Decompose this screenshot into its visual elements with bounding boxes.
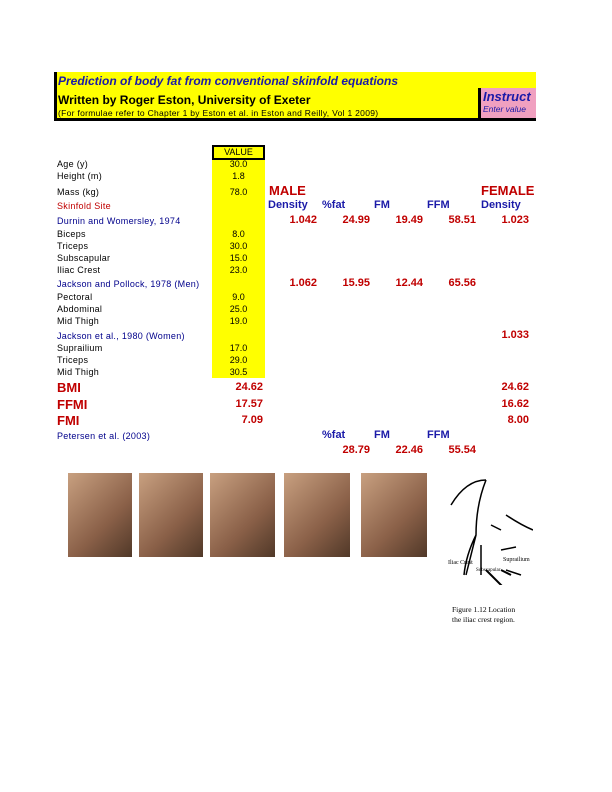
ffmi-male: 17.57	[235, 398, 263, 410]
site-input[interactable]: 30.0	[229, 241, 248, 251]
col-female-density: Density	[481, 199, 521, 211]
site-label: Mid Thigh	[57, 316, 100, 326]
instructions-text: Enter value	[483, 104, 526, 114]
jw-label: Jackson et al., 1980 (Women)	[57, 331, 185, 341]
skinfold-photo-pectoral	[361, 473, 427, 557]
durnin-female-density: 1.023	[501, 214, 529, 226]
site-label: Triceps	[57, 355, 89, 365]
col-ffm: FFM	[427, 199, 450, 211]
jp-fm: 12.44	[395, 277, 423, 289]
jw-female-density: 1.033	[501, 329, 529, 341]
diagram-label: Iliac Crest	[448, 560, 473, 566]
diagram-label: Suprailium	[503, 557, 530, 563]
jp-label: Jackson and Pollock, 1978 (Men)	[57, 279, 200, 289]
jp-density: 1.062	[289, 277, 317, 289]
site-input[interactable]: 25.0	[229, 304, 248, 314]
petersen-fm: 22.46	[395, 444, 423, 456]
ffmi-label: FFMI	[57, 397, 88, 412]
instructions-title: Instruct	[483, 89, 531, 104]
skinfold-photo-iliac-crest	[284, 473, 350, 557]
durnin-fm: 19.49	[395, 214, 423, 226]
age-label: Age (y)	[57, 159, 89, 169]
figure-caption: Figure 1.12 Location	[452, 605, 516, 614]
col-pfat: %fat	[322, 199, 346, 211]
bmi-label: BMI	[57, 380, 81, 395]
site-label: Subscapular	[57, 253, 111, 263]
durnin-pfat: 24.99	[342, 214, 370, 226]
ffmi-female: 16.62	[501, 398, 529, 410]
durnin-density: 1.042	[289, 214, 317, 226]
fmi-female: 8.00	[507, 414, 529, 426]
bmi-female: 24.62	[501, 381, 529, 393]
durnin-ffm: 58.51	[448, 214, 476, 226]
jp-pfat: 15.95	[342, 277, 370, 289]
jp-ffm: 65.56	[448, 277, 476, 289]
page-title: Prediction of body fat from conventional skinfold equations	[58, 74, 399, 88]
instructions-box[interactable]	[478, 88, 536, 118]
female-heading: FEMALE	[481, 183, 535, 198]
petersen-pfat-label: %fat	[322, 429, 346, 441]
figure-caption: the iliac crest region.	[452, 615, 515, 624]
petersen-label: Petersen et al. (2003)	[57, 431, 151, 441]
site-input[interactable]: 17.0	[229, 343, 248, 353]
skinfold-photo-triceps	[139, 473, 203, 557]
col-density: Density	[268, 199, 308, 211]
skinfold-photo-biceps	[68, 473, 132, 557]
reference-line: (For formulae refer to Chapter 1 by Eston et al. in Eston and Reilly, Vol 1 2009)	[58, 108, 379, 118]
mass-label: Mass (kg)	[57, 187, 100, 197]
site-input[interactable]: 30.5	[229, 367, 248, 377]
fmi-label: FMI	[57, 413, 80, 428]
author-line: Written by Roger Eston, University of Exeter	[58, 93, 311, 107]
site-label: Biceps	[57, 229, 86, 239]
site-input[interactable]: 19.0	[229, 316, 248, 326]
diagram-label: Subscapular	[476, 568, 501, 573]
skinfold-photo-subscapular	[210, 473, 275, 557]
male-heading: MALE	[269, 183, 306, 198]
site-input[interactable]: 29.0	[229, 355, 248, 365]
petersen-ffm: 55.54	[448, 444, 476, 456]
value-header: VALUE	[212, 145, 265, 160]
height-label: Height (m)	[57, 171, 103, 181]
height-input[interactable]: 1.8	[232, 171, 245, 181]
iliac-crest-diagram	[446, 475, 533, 625]
site-input[interactable]: 9.0	[232, 292, 245, 302]
mass-input[interactable]: 78.0	[229, 187, 248, 197]
bmi-male: 24.62	[235, 381, 263, 393]
petersen-pfat: 28.79	[342, 444, 370, 456]
petersen-ffm-label: FFM	[427, 429, 450, 441]
site-label: Pectoral	[57, 292, 93, 302]
site-label: Mid Thigh	[57, 367, 100, 377]
site-input[interactable]: 8.0	[232, 229, 245, 239]
site-label: Abdominal	[57, 304, 103, 314]
site-input[interactable]: 23.0	[229, 265, 248, 275]
fmi-male: 7.09	[241, 414, 263, 426]
site-label: Suprailium	[57, 343, 103, 353]
petersen-fm-label: FM	[374, 429, 390, 441]
skinfold-site-label: Skinfold Site	[57, 201, 111, 211]
site-label: Iliac Crest	[57, 265, 101, 275]
site-label: Triceps	[57, 241, 89, 251]
col-fm: FM	[374, 199, 390, 211]
durnin-label: Durnin and Womersley, 1974	[57, 216, 181, 226]
site-input[interactable]: 15.0	[229, 253, 248, 263]
age-input[interactable]: 30.0	[229, 159, 248, 169]
